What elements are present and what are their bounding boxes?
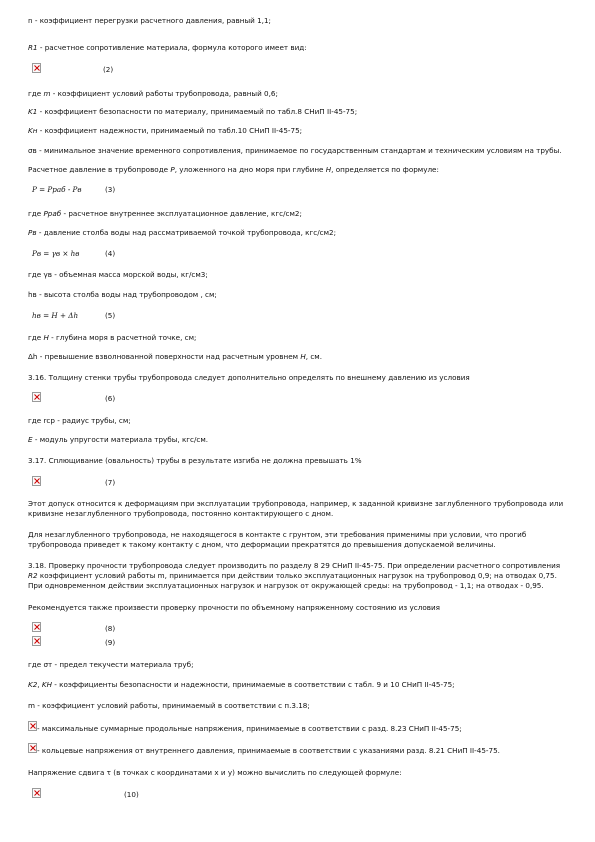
equation-number: (7)	[105, 478, 116, 487]
formula: hв = H + Δh	[32, 311, 79, 320]
text-line: Kн - коэффициент надежности, принимаемый по табл.10 СНиП II-45-75;	[28, 126, 303, 135]
broken-image-icon	[32, 392, 41, 402]
text-line: m - коэффициент условий работы, принимаемый в соответствии с п.3.18;	[28, 701, 310, 710]
text-line: E - модуль упругости материала трубы, кгс/см.	[28, 435, 209, 444]
equation-number: (10)	[124, 790, 139, 799]
equation-number: (3)	[105, 185, 116, 194]
text-line: 3.17. Сплющивание (овальность) трубы в результате изгиба не должна превышать 1%	[28, 456, 362, 465]
text-line: Напряжение сдвига τ (в точках с координатами x и y) можно вычислить по следующей формуле:	[28, 768, 402, 777]
text-line: K2, KН - коэффициенты безопасности и надежности, принимаемые в соответствии с табл. 9 и 10 СНиП II-45-75;	[28, 680, 455, 689]
text-line: Рекомендуется также произвести проверку прочности по объемному напряженному состоянию из условия	[28, 603, 440, 612]
equation-number: (9)	[105, 638, 116, 647]
equation-number: (2)	[103, 65, 114, 74]
broken-image-icon	[28, 721, 37, 731]
text-line: n - коэффициент перегрузки расчетного давления, равный 1,1;	[28, 16, 271, 25]
equation-number: (5)	[105, 311, 116, 320]
text-line: где m - коэффициент условий работы трубопровода, равный 0,6;	[28, 89, 278, 98]
text-line: где γв - объемная масса морской воды, кг/см3;	[28, 270, 208, 279]
text-line: Δh - превышение взволнованной поверхности над расчетным уровнем H, см.	[28, 352, 322, 361]
equation-number: (8)	[105, 624, 116, 633]
text-line: 3.16. Толщину стенки трубы трубопровода следует дополнительно определять по внешнему давлению из условия	[28, 373, 470, 382]
paragraph: Для незаглубленного трубопровода, не находящегося в контакте с грунтом, эти требования применимы при условии, что прогиб трубопровода приведет к такому контакту с дном, что деформации прекратятся до превышения допускаемой величины.	[28, 530, 527, 549]
paragraph: Этот допуск относится к деформациям при эксплуатации трубопровода, например, к заданной кривизне заглубленного трубопровода или кривизне незаглубленного трубопровода, постоянно контактирующего с дном.	[28, 499, 564, 518]
text-line: где H - глубина моря в расчетной точке, см;	[28, 333, 197, 342]
text-line: - максимальные суммарные продольные напряжения, принимаемые в соответствии с разд. 8.23 СНиП II-45-75;	[37, 724, 462, 733]
broken-image-icon	[32, 63, 41, 73]
text-line: σв - минимальное значение временного сопротивления, принимаемое по государственным стандартам и техническим условиям на трубы.	[28, 146, 562, 155]
formula: P = Pраб - Pв	[32, 185, 82, 194]
text-line: R1 - расчетное сопротивление материала, формула которого имеет вид:	[28, 43, 307, 52]
text-line: Расчетное давление в трубопроводе P, уложенного на дно моря при глубине H, определяется по формуле:	[28, 165, 439, 174]
equation-number: (4)	[105, 249, 116, 258]
broken-image-icon	[32, 636, 41, 646]
text-line: K1 - коэффициент безопасности по материалу, принимаемый по табл.8 СНиП II-45-75;	[28, 107, 358, 116]
equation-number: (6)	[105, 394, 116, 403]
broken-image-icon	[28, 743, 37, 753]
text-line: hв - высота столба воды над трубопроводом , см;	[28, 290, 217, 299]
broken-image-icon	[32, 788, 41, 798]
text-line: где rср - радиус трубы, см;	[28, 416, 131, 425]
broken-image-icon	[32, 622, 41, 632]
text-line: Pв - давление столба воды над рассматриваемой точкой трубопровода, кгс/см2;	[28, 228, 337, 237]
formula: Pв = γв × hв	[32, 249, 80, 258]
paragraph: 3.18. Проверку прочности трубопровода следует производить по разделу 8 29 СНиП II-45-75. При определении расчетного сопротивления R2 коэффициент условий работы m, принимается при действии только эксплуатационных нагрузок на трубопровод 0,9; на отводах 0,75. При одновременном действии эксплуатационных нагрузок и нагрузок от окружающей среды: на трубопровод - 1,1; на отводах - 0,95.	[28, 561, 561, 590]
broken-image-icon	[32, 476, 41, 486]
text-line: где σт - предел текучести материала труб;	[28, 660, 194, 669]
text-line: где Pраб - расчетное внутреннее эксплуатационное давление, кгс/см2;	[28, 209, 302, 218]
text-line: - кольцевые напряжения от внутреннего давления, принимаемые в соответствии с указаниями разд. 8.21 СНиП II-45-75.	[37, 746, 500, 755]
